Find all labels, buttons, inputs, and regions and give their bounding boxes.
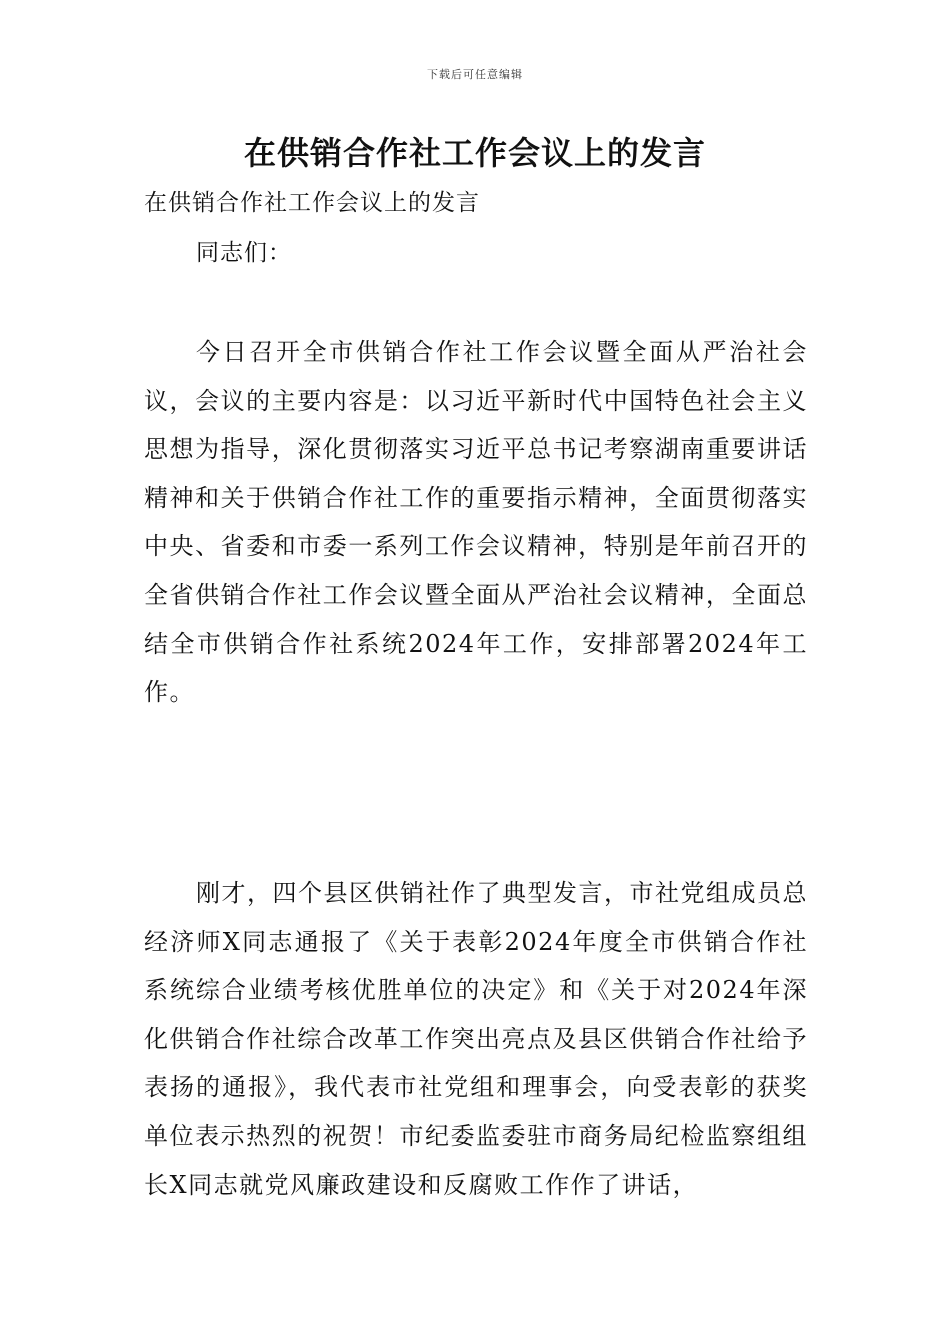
paragraph: 刚才，四个县区供销社作了典型发言，市社党组成员总经济师X同志通报了《关于表彰2024年度全市供销合作社系统综合业绩考核优胜单位的决定》和《关于对2024年深化供销合作社综合改革工作突出亮点及县区供销合作社给予表扬的通报》，我代表市社党组和理事会，向受表彰的获奖单位表示热烈的祝贺！市纪委监委驻市商务局纪检监察组组长X同志就党风廉政建设和反腐败工作作了讲话，	[144, 879, 808, 1199]
document-title: 在供销合作社工作会议上的发言	[243, 134, 706, 172]
salutation: 同志们：	[196, 240, 292, 266]
header-note: 下载后可任意编辑	[427, 68, 523, 81]
paragraph: 今日召开全市供销合作社工作会议暨全面从严治社会议，会议的主要内容是：以习近平新时代中国特色社会主义思想为指导，深化贯彻落实习近平总书记考察湖南重要讲话精神和关于供销合作社工作的重要指示精神，全面贯彻落实中央、省委和市委一系列工作会议精神，特别是年前召开的全省供销合作社工作会议暨全面从严治社会议精神，全面总结全市供销合作社系统2024年工作，安排部署2024年工作。	[144, 338, 808, 707]
document-subtitle: 在供销合作社工作会议上的发言	[144, 190, 480, 216]
